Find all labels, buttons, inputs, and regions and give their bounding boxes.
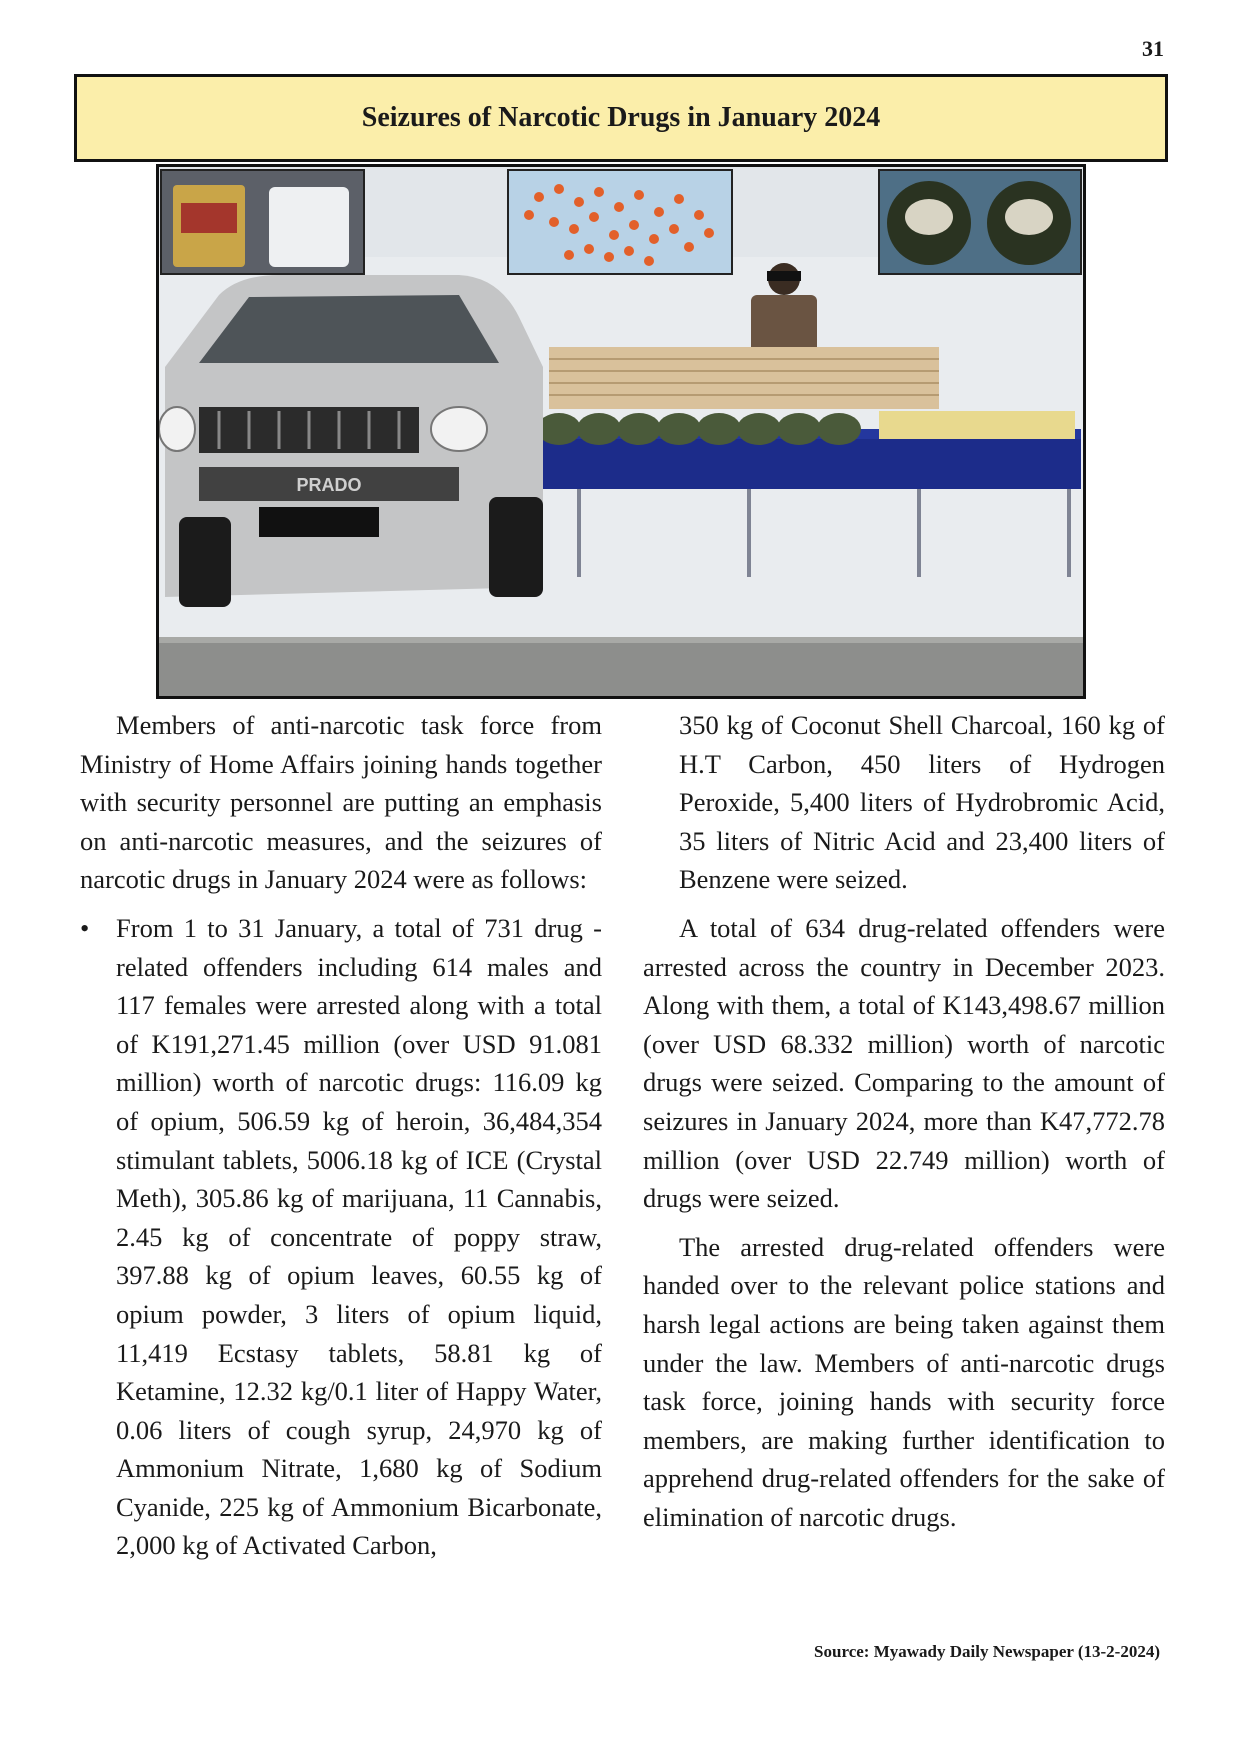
seizure-details: From 1 to 31 January, a total of 731 drug -related offenders including 614 males and 117 females were arrested along with a total of K191,271.45 million (over USD 91.081 million) worth of narcotic drugs: 116.09 kg of opium, 506.59 kg of heroin, 36,484,354 stimulant tablets, 5006.18 kg of ICE (Crystal Meth), 305.86 kg of marijuana, 11 Cannabis, 2.45 kg of concentrate of poppy straw, 397.88 kg of opium leaves, 60.55 kg of opium powder, 3 liters of opium liquid, 11,419 Ecstasy tablets, 58.81 kg of Ketamine, 12.32 kg/0.1 liter of Happy Water, 0.06 liters of cough syrup, 24,970 kg of Ammonium Nitrate, 1,680 kg of Sodium Cyanide, 225 kg of Ammonium Bicarbonate, 2,000 kg of Activated Carbon, (116, 912, 602, 1561)
opium-bundles-inset (879, 170, 1081, 274)
seizure-photo (156, 164, 1086, 699)
seizure-details-continued: 350 kg of Coconut Shell Charcoal, 160 kg of H.T Carbon, 450 liters of Hydrogen Peroxide, 5,400 liters of Hydrobromic Acid, 35 liters of Nitric Acid and 23,400 liters of Benzene were seized. (679, 710, 1165, 895)
stimulant-tablets-inset (508, 170, 732, 274)
bullet-marker: • (80, 912, 90, 943)
vehicle-badge: PRADO (296, 475, 362, 495)
intro-paragraph: Members of anti-narcotic task force from Ministry of Home Affairs joining hands together with security personnel are putting an emphasis on anti-narcotic measures, and the seizures of narcotic drugs in January 2024 were as follows: (80, 710, 602, 895)
drug-packages-inset (161, 170, 364, 274)
page-number: 31 (1142, 36, 1164, 61)
title-banner (74, 74, 1168, 162)
legal-action-paragraph: The arrested drug-related offenders were handed over to the relevant police stations and harsh legal actions are being taken against them under the law. Members of anti-narcotic drugs task force, joining hands with security force members, are making further identification to apprehend drug-related offenders for the sake of elimination of narcotic drugs. (643, 1231, 1165, 1532)
article-left-column (80, 706, 602, 1565)
suv-vehicle (159, 275, 543, 607)
seizure-list-item (80, 909, 602, 1565)
source-citation: Source: Myawady Daily Newspaper (13-2-2024) (814, 1642, 1160, 1661)
comparison-paragraph: A total of 634 drug-related offenders were arrested across the country in December 2023. Along with them, a total of K143,498.67 million (over USD 68.332 million) worth of narcotic drugs were seized. Comparing to the amount of seizures in January 2024, more than K47,772.78 million (over USD 22.749 million) worth of drugs were seized. (643, 912, 1165, 1214)
page-title: Seizures of Narcotic Drugs in January 2024 (361, 102, 881, 133)
article-right-column (643, 706, 1165, 1536)
